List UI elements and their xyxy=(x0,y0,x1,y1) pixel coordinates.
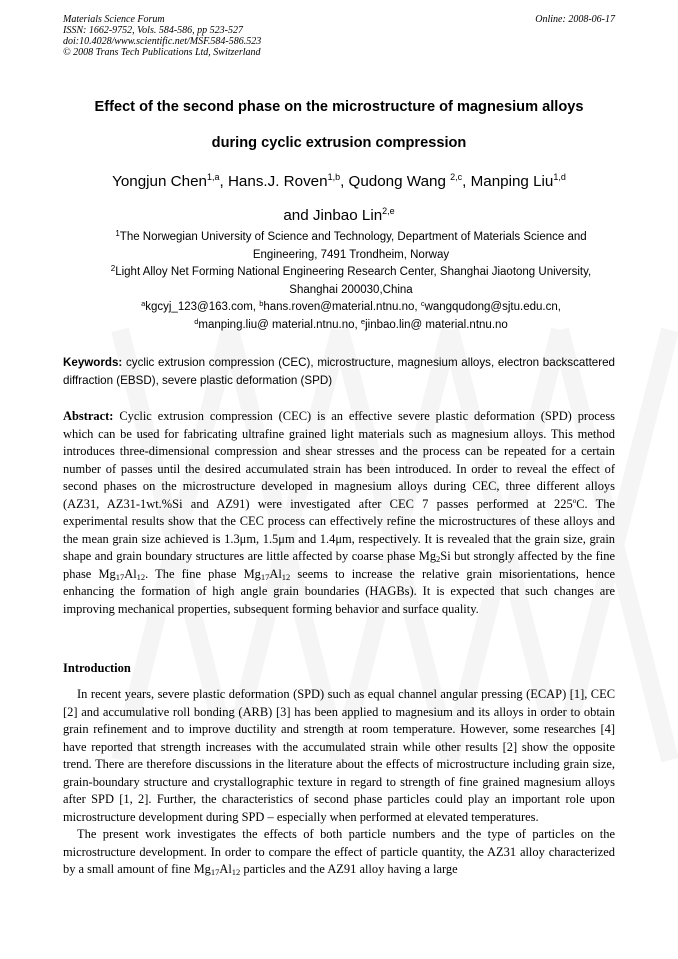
author-name: Qudong Wang xyxy=(348,173,446,190)
copyright-line: © 2008 Trans Tech Publications Ltd, Switzerland xyxy=(63,47,261,58)
email-line-2 xyxy=(86,317,616,335)
affiliation-text: Light Alloy Net Forming National Engineering Research Center, Shanghai Jiaotong University, Shanghai 200030,China xyxy=(115,266,592,296)
keywords-section xyxy=(63,354,615,389)
author-list xyxy=(40,165,638,233)
affiliation-1 xyxy=(86,229,616,264)
email-marker: a xyxy=(141,299,146,308)
online-date: Online: 2008-06-17 xyxy=(535,14,615,25)
email-address: kgcyj_123@163.com, xyxy=(145,301,256,313)
affiliation-2 xyxy=(86,264,616,299)
keywords-label: Keywords: xyxy=(63,356,123,369)
author-emails xyxy=(86,299,616,334)
email-address: manping.liu@ material.ntnu.no, xyxy=(198,318,358,331)
paper-title xyxy=(40,89,638,161)
introduction-heading: Introduction xyxy=(63,661,131,675)
degree-symbol: o xyxy=(572,496,577,505)
affiliation-text: The Norwegian University of Science and Technology, Department of Materials Science and Engineering, 7491 Trondheim, Norway xyxy=(119,231,587,261)
email-address: hans.roven@material.ntnu.no, xyxy=(263,301,418,313)
affiliation-number: 1 xyxy=(115,229,120,238)
author-affil-sup: 1,a xyxy=(206,172,220,182)
journal-name: Materials Science Forum xyxy=(63,14,165,25)
email-marker: e xyxy=(360,316,366,326)
chem-subscript: 2 xyxy=(436,554,441,564)
author-name: Jinbao Lin xyxy=(312,207,383,224)
author-line-1: Yongjun Chen$^{1,a}$, Hans.J. Roven$^{1,b}$, Qudong Wang $^{2,c}$, Manping Liu$^{1,d}$ xyxy=(112,172,566,190)
author-name: Manping Liu xyxy=(470,173,554,190)
issn-line: ISSN: 1662-9752, Vols. 584-586, pp 523-527 xyxy=(63,25,243,36)
chem-subscript: 17 xyxy=(210,867,220,877)
intro-text: The present work investigates the effects of both particle numbers and the type of particles on the microstructure development. In order to compare the effect of particle quantity, the AZ31 alloy characterized by a small amount of fine Mg xyxy=(63,827,615,876)
author-affil-sup: 1,d xyxy=(553,172,566,182)
author-affil-sup: 2,e xyxy=(382,206,395,216)
author-line-2 xyxy=(40,199,638,233)
abstract-text: C. The experimental results show that the CEC process can effectively refine the microstructures of these alloys and the mean grain size achieved is 1.3μm, 1.5μm and 1.4μm, respectively. It is revealed that the grain size, grain shape and grain boundary structures are little affected by coarse phase Mg xyxy=(63,496,615,563)
author-name: Hans.J. Roven xyxy=(227,173,328,190)
abstract-text: Al xyxy=(269,566,282,581)
author-name: Yongjun Chen xyxy=(112,173,207,190)
title-line-1: Effect of the second phase on the microstructure of magnesium alloys xyxy=(94,99,584,115)
email-marker: b xyxy=(259,299,264,308)
email-address: wangqudong@sjtu.edu.cn, xyxy=(424,301,561,313)
affiliations xyxy=(86,229,616,299)
author-conjunction: and xyxy=(283,207,309,224)
intro-text: particles and the AZ91 alloy having a large xyxy=(240,862,458,876)
chem-subscript: 17 xyxy=(115,571,125,582)
introduction-body xyxy=(63,686,615,879)
chem-subscript: 17 xyxy=(260,571,270,582)
chem-subscript: 12 xyxy=(281,571,291,582)
intro-paragraph-1: In recent years, severe plastic deformation (SPD) such as equal channel angular pressing (ECAP) [1], CEC [2] and accumulative roll bonding (ARB) [3] has been applied to magnesium and its alloys in order to obtain grain refinement and to improve ductility and strength at room temperature. However, some researches [4] have reported that strength increases with the accumulated strain while other results [2] show the opposite trend. There are therefore discussions in the literature about the effects of microstructure including grain size, grain-boundary structure and crystallographic texture in regard to strength of fine grained magnesium alloys after SPD [1, 2]. Further, the characteristics of second phase particles could play an important role upon microstructure development during SPD – especially when performed at elevated temperatures. xyxy=(63,687,615,824)
doi-line: doi:10.4028/www.scientific.net/MSF.584-586.523 xyxy=(63,36,262,47)
email-line-1 xyxy=(86,299,616,317)
abstract-text: Al xyxy=(124,566,137,581)
abstract-label: Abstract: xyxy=(63,409,114,423)
author-affil-sup: 1,b xyxy=(327,172,341,182)
abstract-text: seems to increase the relative grain misorientations, hence enhancing the formation of high angle grain boundaries (HAGBs). It is expected that such changes are improving mechanical properties, subsequent forming behavior and surface quality. xyxy=(63,566,615,616)
keywords-text: cyclic extrusion compression (CEC), microstructure, magnesium alloys, electron backscattered diffraction (EBSD), severe plastic deformation (SPD) xyxy=(63,356,615,387)
journal-header xyxy=(63,14,615,58)
intro-text: Al xyxy=(219,862,232,876)
email-marker: d xyxy=(194,316,199,326)
abstract-text: Si but strongly affected by the fine phase Mg xyxy=(63,549,615,581)
title-line-2: during cyclic extrusion compression xyxy=(211,135,467,151)
abstract-text: Cyclic extrusion compression (CEC) is an effective severe plastic deformation (SPD) process which can be used for fabricating ultrafine grained light materials such as magnesium alloys. This method introduces three-dimensional compression and shear stresses and the process can be repeated for a certain number of passes until the desired accumulated strain has been introduced. In order to reveal the effect of second phases on the microstructure developed in magnesium alloys during CEC, three different alloys (AZ31, AZ31-1wt.%Si and AZ91) were investigated after CEC 7 passes performed at 225 xyxy=(63,409,616,511)
intro-paragraph-2 xyxy=(63,826,615,879)
abstract-text: . The fine phase Mg xyxy=(145,566,261,581)
abstract-section xyxy=(63,408,615,618)
author-affil-sup: 2,c xyxy=(450,172,463,182)
email-address: jinbao.lin@ material.ntnu.no xyxy=(365,318,508,331)
affiliation-number: 2 xyxy=(110,264,116,273)
chem-subscript: 12 xyxy=(231,867,241,877)
email-marker: c xyxy=(420,299,425,308)
chem-subscript: 12 xyxy=(136,571,146,582)
